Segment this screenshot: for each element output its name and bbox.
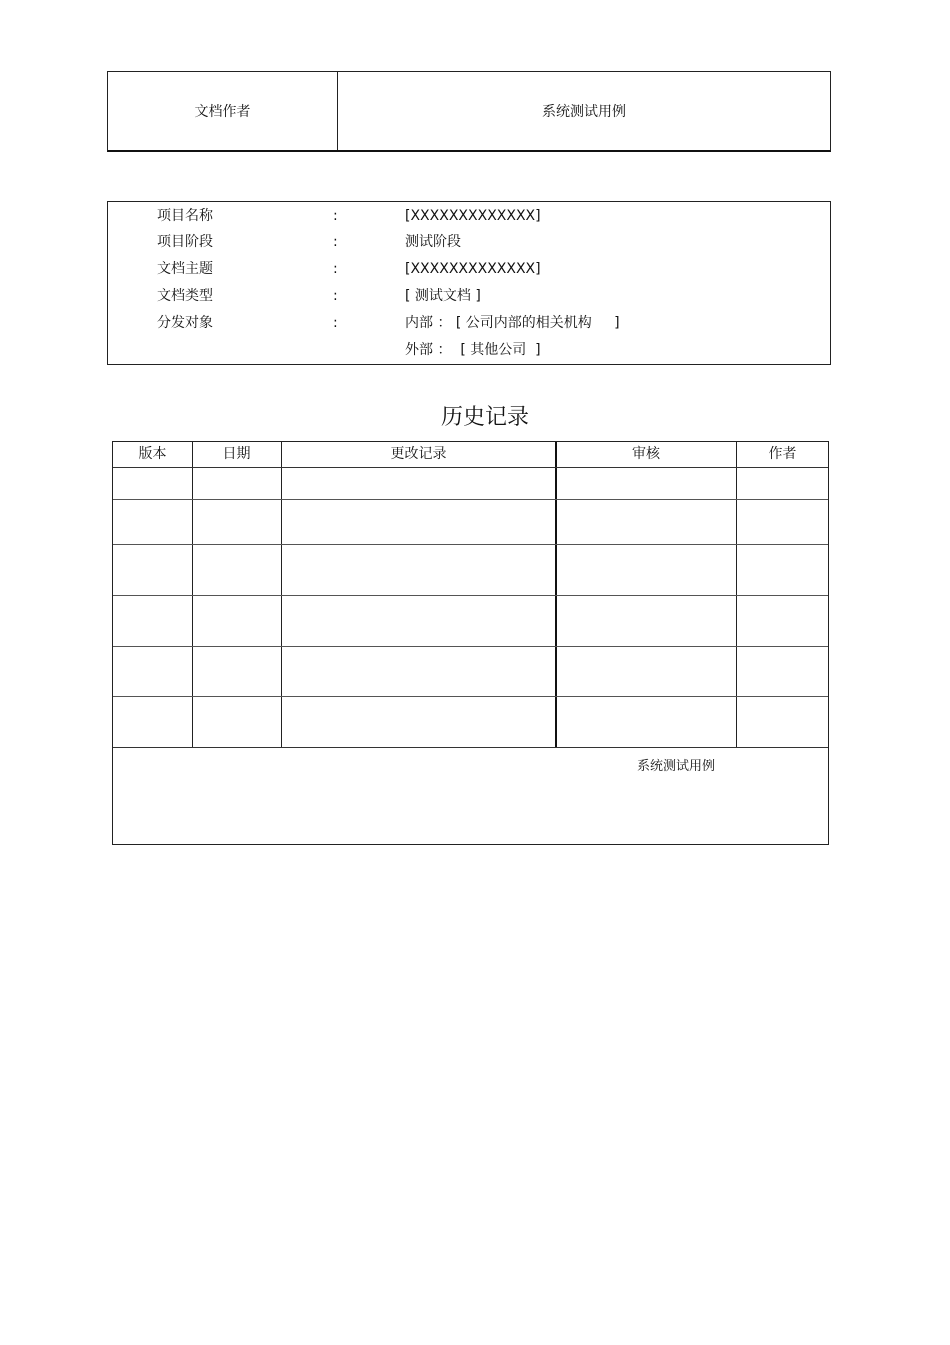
info-colon: :	[333, 234, 338, 250]
table-footer-text: 系统测试用例	[637, 759, 716, 774]
info-label: 项目名称	[157, 208, 213, 224]
info-row-distribution	[108, 310, 830, 337]
document-name-cell: 系统测试用例	[542, 104, 626, 120]
info-value: 测试阶段	[405, 234, 461, 250]
info-value: [XXXXXXXXXXXXX]	[405, 261, 541, 277]
info-label: 项目阶段	[157, 234, 213, 250]
column-header-change-log: 更改记录	[390, 446, 447, 462]
info-row-project-name	[108, 203, 830, 230]
info-label: 文档主题	[157, 261, 213, 277]
info-colon: :	[333, 315, 338, 331]
document-author-cell: 文档作者	[108, 72, 338, 150]
column-header-author: 作者	[768, 446, 797, 462]
info-value: 外部 ： [ 其他公司 ]	[405, 342, 541, 358]
info-label: 分发对象	[157, 315, 213, 331]
info-value: [ 测试文档 ]	[405, 288, 481, 304]
info-row-document-type	[108, 283, 830, 310]
row-divider	[113, 747, 828, 748]
info-colon: :	[333, 261, 338, 277]
info-row-distribution-external	[108, 337, 830, 364]
info-colon: :	[333, 208, 338, 224]
history-table	[112, 441, 829, 845]
row-divider	[113, 646, 828, 647]
info-row-project-stage	[108, 229, 830, 256]
row-divider	[113, 499, 828, 500]
info-value: [XXXXXXXXXXXXX]	[405, 208, 541, 224]
row-divider	[113, 696, 828, 697]
history-title: 历史记录	[440, 405, 529, 430]
info-value: 内部 ： [ 公司内部的相关机构 ]	[405, 315, 620, 331]
column-header-date: 日期	[222, 446, 251, 462]
row-divider	[113, 467, 828, 468]
info-row-document-subject	[108, 256, 830, 283]
row-divider	[113, 544, 828, 545]
column-header-version: 版本	[138, 446, 167, 462]
info-label: 文档类型	[157, 288, 213, 304]
project-info-box	[107, 201, 831, 365]
info-colon: :	[333, 288, 338, 304]
row-divider	[113, 595, 828, 596]
header-table	[107, 71, 831, 152]
column-header-review: 审核	[632, 446, 660, 462]
